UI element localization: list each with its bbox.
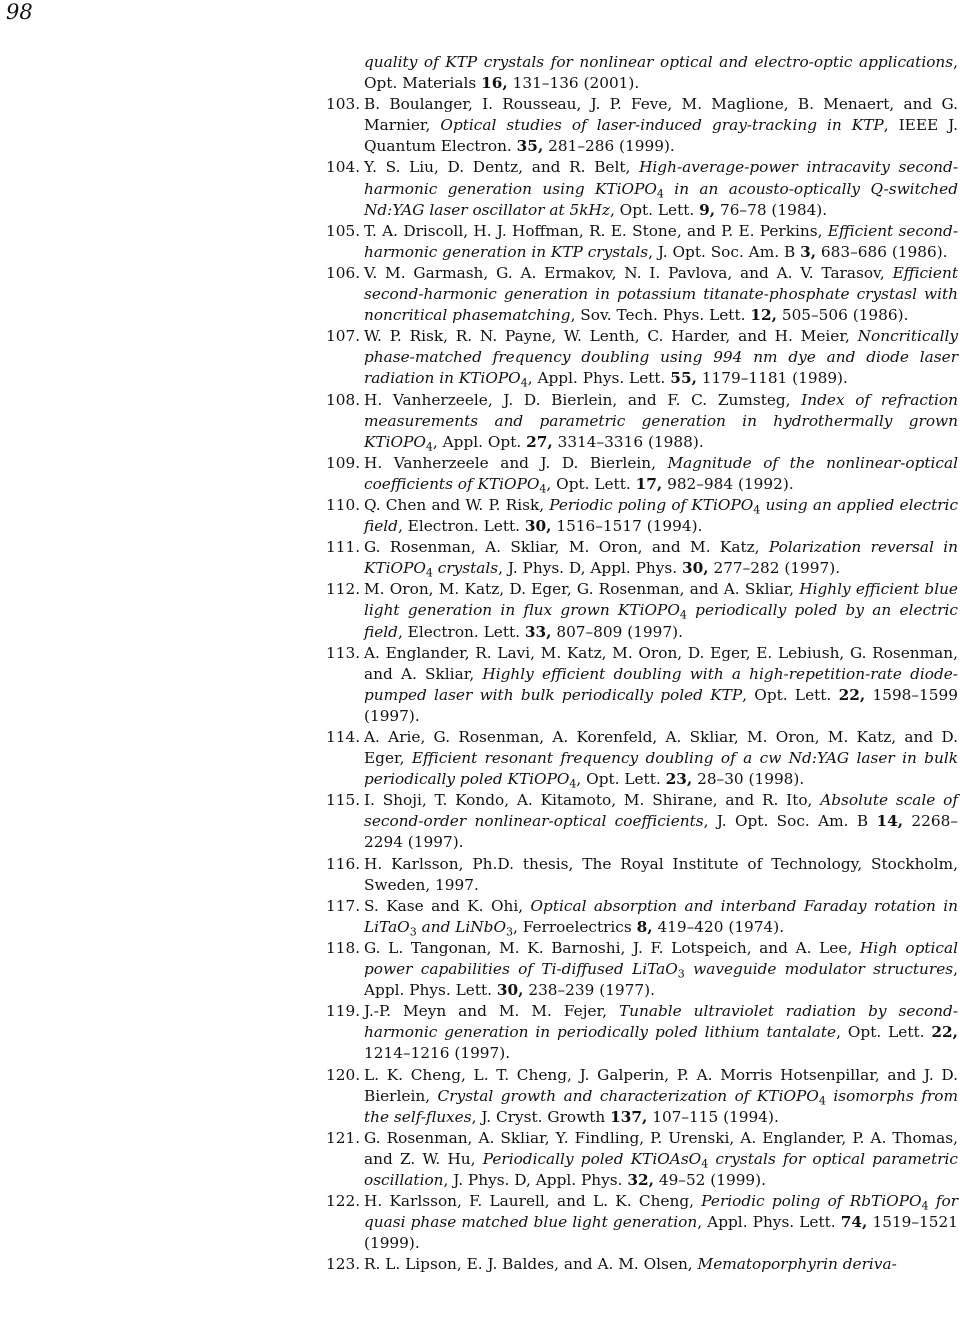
reference-text-segment: , J. Phys. D, Appl. Phys. <box>443 1170 628 1189</box>
reference-text-segment: , Ferroelectrics <box>513 917 637 936</box>
chemical-subscript: 4 <box>656 186 664 200</box>
reference-entry <box>326 1065 958 1128</box>
reference-text-segment: 281–286 (1999). <box>543 137 675 156</box>
reference-text-segment: , Opt. Lett. <box>576 770 666 789</box>
reference-text <box>364 855 958 894</box>
reference-text <box>364 728 958 791</box>
reference-entry <box>326 263 958 326</box>
reference-volume: 33, <box>524 622 552 641</box>
reference-entry <box>326 727 958 790</box>
reference-number: 121. <box>326 1128 361 1147</box>
reference-volume: 32, <box>627 1170 654 1189</box>
reference-text-segment: J.-P. Meyn and M. M. Fejer, <box>364 1002 619 1021</box>
reference-title-segment: Optical absorption and interband Faraday rotation in LiTaO <box>364 896 958 936</box>
reference-number: 109. <box>326 453 361 472</box>
reference-text <box>364 391 958 451</box>
reference-entry <box>326 157 958 220</box>
reference-volume: 30, <box>496 981 524 1000</box>
reference-title-segment: Periodic poling of KTiOPO <box>549 495 754 514</box>
chemical-subscript: 4 <box>679 608 687 622</box>
reference-number: 110. <box>326 495 361 514</box>
reference-text-segment: A. Englander, R. Lavi, M. Katz, M. Oron, D. Eger, E. Lebiush, G. Rosenman, and A. Skliar, <box>364 643 958 683</box>
reference-text <box>364 95 958 155</box>
reference-title-segment: Highly efficient blue light generation in flux grown KTiOPO <box>364 580 958 620</box>
reference-title-segment: and LiNbO <box>416 917 506 936</box>
reference-title-segment: High-average-power intracavity second-harmonic generation using KTiOPO <box>364 158 958 198</box>
chemical-subscript: 4 <box>569 777 577 791</box>
reference-title-segment: Efficient second-harmonic generation in potassium titanate-phosphate crystasl with noncritical phasematching <box>364 263 958 325</box>
reference-text <box>364 896 958 939</box>
reference-volume: 55, <box>670 369 697 388</box>
reference-title-segment: crystals for optical parametric oscillation <box>364 1149 958 1189</box>
reference-title-segment: Crystal growth and characterization of KTiOPO <box>437 1086 819 1105</box>
reference-text-segment: 131–136 (2001). <box>507 74 640 93</box>
reference-text <box>364 1255 897 1273</box>
reference-volume: 3, <box>800 242 817 261</box>
reference-volume: 30, <box>681 559 709 578</box>
reference-text <box>364 158 958 218</box>
reference-number: 105. <box>326 221 361 240</box>
reference-title-segment: Noncritically phase-matched frequency doubling using 994 nm dye and diode laser radiation in KTiOPO <box>364 327 958 388</box>
reference-title-segment: waveguide modulator structures <box>684 960 954 979</box>
reference-entry <box>326 896 958 938</box>
reference-title-segment: Optical studies of laser-induced gray-tracking in KTP <box>440 116 884 135</box>
reference-text-segment: , Opt. Lett. <box>742 685 839 704</box>
reference-entry <box>326 1128 958 1191</box>
reference-entry <box>326 790 958 853</box>
chemical-subscript: 3 <box>506 925 513 939</box>
reference-number: 108. <box>326 390 361 409</box>
reference-title-segment: Polarization reversal in KTiOPO <box>364 538 958 578</box>
reference-volume: 137, <box>610 1107 648 1126</box>
reference-volume: 23, <box>665 770 693 789</box>
reference-text-segment: 505–506 (1986). <box>776 306 909 325</box>
chemical-subscript: 4 <box>425 566 433 580</box>
reference-text <box>364 644 958 725</box>
reference-text-segment: W. P. Risk, R. N. Payne, W. Lenth, C. Harder, and H. Meier, <box>364 327 858 346</box>
reference-text <box>364 53 958 92</box>
chemical-subscript: 4 <box>539 482 547 496</box>
reference-title-segment: in an acousto-optically Q-switched Nd:YAG laser oscillator at 5kHz <box>364 179 958 219</box>
reference-number: 103. <box>326 95 361 114</box>
reference-text-segment: Q. Chen and W. P. Risk, <box>364 495 550 514</box>
reference-title-segment: periodically poled by an electric field <box>364 601 958 641</box>
reference-text-segment: A. Arie, G. Rosenman, A. Korenfeld, A. Skliar, M. Oron, M. Katz, and D. Eger, <box>364 728 958 768</box>
chemical-subscript: 4 <box>520 376 528 390</box>
chemical-subscript: 4 <box>818 1093 826 1107</box>
reference-text-segment: , Appl. Opt. <box>432 432 527 451</box>
reference-title-segment: Index of refraction measurements and parametric generation in hydrothermally grown KTiOPO <box>364 390 958 451</box>
reference-number: 104. <box>326 158 361 177</box>
reference-text <box>364 264 958 324</box>
reference-number: 111. <box>326 538 361 557</box>
reference-number: 112. <box>326 580 361 599</box>
reference-text-segment: , Sov. Tech. Phys. Lett. <box>570 306 751 325</box>
reference-number: 123. <box>326 1255 361 1274</box>
reference-entry <box>326 326 958 389</box>
reference-text-segment: , Electron. Lett. <box>397 517 525 536</box>
reference-volume: 16, <box>481 74 508 93</box>
reference-text <box>364 327 958 390</box>
reference-text-segment: H. Karlsson, Ph.D. thesis, The Royal Institute of Technology, Stockholm, Sweden, 1997. <box>364 854 958 894</box>
chemical-subscript: 4 <box>701 1157 709 1171</box>
reference-text-segment: 277–282 (1997). <box>708 559 841 578</box>
reference-entry <box>326 453 958 495</box>
reference-text-segment: T. A. Driscoll, H. J. Hoffman, R. E. Stone, and P. E. Perkins, <box>364 221 828 240</box>
reference-number: 106. <box>326 263 361 282</box>
reference-text <box>364 791 958 851</box>
reference-volume: 35, <box>516 137 544 156</box>
reference-text-segment: , Electron. Lett. <box>397 622 525 641</box>
reference-text-segment: G. Rosenman, A. Skliar, M. Oron, and M. Katz, <box>364 538 769 557</box>
reference-volume: 74, <box>840 1213 868 1232</box>
reference-text <box>364 496 958 535</box>
reference-text-segment: , IEEE J. Quantum Electron. <box>364 116 958 156</box>
reference-number: 117. <box>326 896 361 915</box>
reference-entry <box>326 854 958 896</box>
reference-volume: 30, <box>524 517 552 536</box>
reference-title-segment: Highly efficient doubling with a high-repetition-rate diode-pumped laser with bulk periodically poled KTP <box>364 664 958 704</box>
reference-title-segment: crystals <box>432 559 499 578</box>
reference-title-segment: Magnitude of the nonlinear-optical coefficients of KTiOPO <box>364 453 958 493</box>
reference-list <box>326 52 958 1275</box>
reference-title-segment: Efficient second-harmonic generation in KTP crystals <box>364 221 958 261</box>
reference-entry <box>326 94 958 157</box>
reference-text <box>364 1066 958 1126</box>
reference-volume: 9, <box>699 200 716 219</box>
reference-title-segment: Periodically poled KTiOAsO <box>482 1149 702 1168</box>
reference-title-segment: Efficient resonant frequency doubling of a cw Nd:YAG laser in bulk periodically poled KTiOPO <box>364 749 958 789</box>
reference-entry <box>326 390 958 453</box>
reference-text-segment: 1516–1517 (1994). <box>551 517 703 536</box>
reference-text-segment: R. L. Lipson, E. J. Baldes, and A. M. Olsen, <box>364 1255 698 1274</box>
chemical-subscript: 4 <box>753 503 761 517</box>
reference-number: 118. <box>326 938 361 957</box>
reference-text <box>364 538 958 580</box>
reference-title-segment: Absolute scale of second-order nonlinear-optical coefficients <box>364 791 959 831</box>
reference-volume: 14, <box>876 812 904 831</box>
reference-text-segment: B. Boulanger, I. Rousseau, J. P. Feve, M. Maglione, B. Menaert, and G. Marnier, <box>364 95 958 135</box>
reference-text <box>364 222 958 261</box>
reference-title-segment: quality of KTP crystals for nonlinear optical and electro-optic applications <box>364 53 954 71</box>
reference-title-segment: Tunable ultraviolet radiation by second-harmonic generation in periodically poled lithium tantalate <box>364 1002 958 1042</box>
reference-text-segment: I. Shoji, T. Kondo, A. Kitamoto, M. Shirane, and R. Ito, <box>364 791 821 810</box>
reference-number: 107. <box>326 327 361 346</box>
reference-entry <box>326 1001 958 1064</box>
reference-volume: 22, <box>931 1023 958 1042</box>
reference-text <box>364 1192 958 1252</box>
reference-text-segment: H. Vanherzeele and J. D. Bierlein, <box>364 453 668 472</box>
reference-text-segment: 3314–3316 (1988). <box>552 432 704 451</box>
reference-title-segment: isomorphs from the self-fluxes <box>364 1086 958 1126</box>
reference-text-segment: 238–239 (1977). <box>523 981 655 1000</box>
reference-number: 113. <box>326 643 361 662</box>
reference-text <box>364 1129 958 1189</box>
reference-entry <box>326 52 958 94</box>
reference-text-segment: H. Vanherzeele, J. D. Bierlein, and F. C. Zumsteg, <box>364 390 802 409</box>
reference-entry <box>326 495 958 537</box>
reference-text-segment: Y. S. Liu, D. Dentz, and R. Belt, <box>364 158 640 177</box>
reference-text-segment: , Appl. Phys. Lett. <box>697 1213 841 1232</box>
reference-text-segment: M. Oron, M. Katz, D. Eger, G. Rosenman, and A. Skliar, <box>364 580 800 599</box>
reference-text-segment: V. M. Garmash, G. A. Ermakov, N. I. Pavlova, and A. V. Tarasov, <box>364 263 893 282</box>
reference-volume: 12, <box>750 306 777 325</box>
reference-text-segment: , Opt. Lett. <box>836 1023 932 1042</box>
reference-entry <box>326 221 958 263</box>
reference-text-segment: 107–115 (1994). <box>647 1107 779 1126</box>
reference-text-segment: , Opt. Materials <box>364 53 958 93</box>
chemical-subscript: 4 <box>425 439 433 453</box>
reference-entry <box>326 579 958 642</box>
reference-entry <box>326 537 958 579</box>
chemical-subscript: 3 <box>409 925 417 939</box>
reference-text-segment: 683–686 (1986). <box>816 242 948 261</box>
reference-text-segment: , J. Opt. Soc. Am. B <box>703 812 877 831</box>
reference-text <box>364 453 958 496</box>
reference-text-segment: , Opt. Lett. <box>546 474 636 493</box>
reference-text-segment: , J. Cryst. Growth <box>471 1107 611 1126</box>
reference-text-segment: 982–984 (1992). <box>662 474 794 493</box>
reference-text-segment: H. Karlsson, F. Laurell, and L. K. Cheng, <box>364 1192 702 1211</box>
reference-text-segment: 1214–1216 (1997). <box>364 1044 511 1063</box>
reference-text-segment: G. Rosenman, A. Skliar, Y. Findling, P. Urenski, A. Englander, P. A. Thomas, and Z. W. Hu, <box>364 1128 958 1168</box>
page-number: 98 <box>6 0 33 24</box>
reference-volume: 17, <box>635 474 663 493</box>
reference-title-segment: for quasi phase matched blue light generation <box>364 1192 959 1232</box>
reference-entry <box>326 1254 958 1275</box>
reference-text-segment: S. Kase and K. Ohi, <box>364 896 531 915</box>
reference-text-segment: , J. Opt. Soc. Am. B <box>648 242 801 261</box>
reference-text-segment: 49–52 (1999). <box>653 1170 766 1189</box>
reference-number: 120. <box>326 1065 361 1084</box>
reference-entry <box>326 643 958 727</box>
reference-entry <box>326 938 958 1001</box>
chemical-subscript: 4 <box>921 1199 929 1213</box>
reference-title-segment: Mematoporphyrin deriva- <box>697 1255 897 1274</box>
reference-entry <box>326 1191 958 1254</box>
reference-title-segment: using an applied electric field <box>364 495 959 536</box>
reference-text-segment: 1179–1181 (1989). <box>696 369 848 388</box>
reference-volume: 27, <box>526 432 553 451</box>
reference-number: 119. <box>326 1002 361 1021</box>
reference-number: 115. <box>326 791 361 810</box>
reference-number: 114. <box>326 728 361 746</box>
reference-title-segment: High optical power capabilities of Ti-diffused LiTaO <box>364 938 959 979</box>
reference-text-segment: , Opt. Lett. <box>609 200 700 219</box>
reference-text-segment: 76–78 (1984). <box>715 200 828 219</box>
reference-text-segment: G. L. Tangonan, M. K. Barnoshi, J. F. Lotspeich, and A. Lee, <box>364 938 860 957</box>
reference-text-segment: 28–30 (1998). <box>692 770 805 789</box>
reference-text-segment: , Appl. Phys. Lett. <box>527 369 671 388</box>
reference-text-segment: , Appl. Phys. Lett. <box>364 960 958 1000</box>
reference-text <box>364 939 958 999</box>
reference-text <box>364 1002 958 1062</box>
reference-volume: 22, <box>838 685 866 704</box>
reference-number: 122. <box>326 1192 361 1211</box>
reference-text-segment: 2268–2294 (1997). <box>364 812 958 852</box>
reference-title-segment: Periodic poling of RbTiOPO <box>701 1192 922 1211</box>
reference-text-segment: 419–420 (1974). <box>652 917 785 936</box>
reference-number: 116. <box>326 854 361 873</box>
chemical-subscript: 3 <box>677 967 685 981</box>
reference-volume: 8, <box>636 917 653 936</box>
reference-text-segment: , J. Phys. D, Appl. Phys. <box>498 559 682 578</box>
reference-text-segment: 807–809 (1997). <box>551 622 683 641</box>
reference-text <box>364 580 958 640</box>
reference-text-segment: L. K. Cheng, L. T. Cheng, J. Galperin, P. A. Morris Hotsenpillar, and J. D. Bierlein, <box>364 1065 958 1105</box>
reference-text-segment: 1519–1521 (1999). <box>364 1213 958 1253</box>
reference-text-segment: 1598–1599 (1997). <box>364 685 958 725</box>
